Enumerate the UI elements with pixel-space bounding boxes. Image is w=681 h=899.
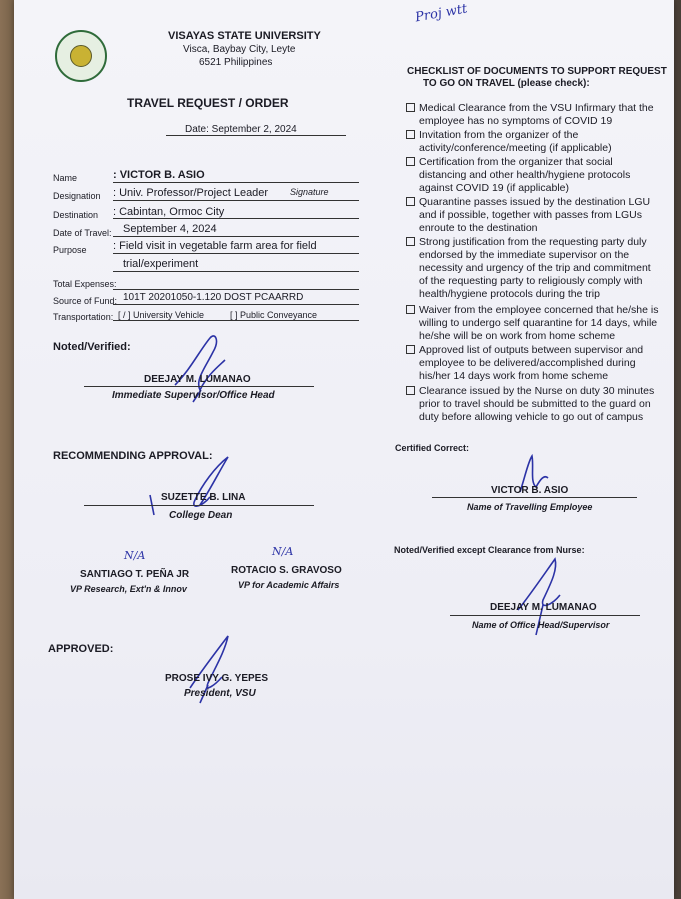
designation-underline (113, 200, 359, 201)
supervisor-underline (84, 386, 314, 387)
supervisor-title: Immediate Supervisor/Office Head (112, 390, 275, 401)
checklist-item: Approved list of outputs between supervisor and employee to be delivered/accomplished during his/her 14 days work from home scheme (406, 344, 662, 383)
vp-academic-name: ROTACIO S. GRAVOSO (231, 565, 342, 576)
checklist-title-line1: CHECKLIST OF DOCUMENTS TO SUPPORT REQUEST (407, 66, 667, 77)
university-seal-icon (55, 30, 107, 82)
address-line-2: 6521 Philippines (199, 57, 273, 68)
designation-value: : Univ. Professor/Project Leader (113, 187, 269, 199)
name-label: Name (53, 173, 78, 183)
transport-underline (113, 320, 359, 321)
dean-name: SUZETTE B. LINA (161, 492, 246, 503)
dean-title: College Dean (169, 510, 233, 521)
noted-verified-label: Noted/Verified: (53, 341, 131, 353)
vp-research-title: VP Research, Ext'n & Innov (70, 584, 187, 594)
form-date: Date: September 2, 2024 (185, 124, 297, 135)
recommending-approval-label: RECOMMENDING APPROVAL: (53, 450, 213, 462)
source-of-fund-label: Source of Fund: (53, 296, 118, 306)
date-of-travel-value: September 4, 2024 (123, 223, 217, 235)
employee-underline (432, 497, 637, 498)
certified-correct-label: Certified Correct: (395, 443, 470, 453)
form-title: TRAVEL REQUEST / ORDER (127, 96, 289, 110)
purpose-underline-1 (113, 253, 359, 254)
checklist-item: Clearance issued by the Nurse on duty 30 minutes prior to travel should be submitted to the guard on duty before allowing vehicle to go out of campus (406, 385, 662, 424)
destination-underline (113, 218, 359, 219)
checkbox[interactable] (406, 197, 415, 206)
noted-except-label: Noted/Verified except Clearance from Nurse: (394, 545, 585, 555)
purpose-value-line1: : Field visit in vegetable farm area for field (113, 240, 317, 252)
checklist-item: Waiver from the employee concerned that he/she is willing to undergo self quarantine for 14 days, while he/she will be on work from home scheme (406, 304, 662, 343)
name-underline (113, 182, 359, 183)
checklist-item: Invitation from the organizer of the activity/conference/meeting (if applicable) (406, 129, 662, 155)
expenses-underline (113, 289, 359, 290)
checkbox[interactable] (406, 103, 415, 112)
handwritten-note: Proj wtt (414, 1, 469, 26)
university-vehicle-option: [ / ] University Vehicle (118, 310, 205, 320)
university-name: VISAYAS STATE UNIVERSITY (168, 30, 321, 42)
vp-academic-title: VP for Academic Affairs (238, 580, 340, 590)
destination-value: : Cabintan, Ormoc City (113, 206, 225, 218)
vp-research-name: SANTIAGO T. PEÑA JR (80, 569, 190, 580)
checkbox[interactable] (406, 130, 415, 139)
purpose-label: Purpose (53, 245, 87, 255)
checkbox[interactable] (406, 386, 415, 395)
employee-title: Name of Travelling Employee (467, 502, 593, 512)
public-conveyance-option: [ ] Public Conveyance (230, 310, 318, 320)
head-underline (450, 615, 640, 616)
checkbox[interactable] (406, 345, 415, 354)
checkbox[interactable] (406, 157, 415, 166)
head-title: Name of Office Head/Supervisor (472, 620, 610, 630)
name-value: : VICTOR B. ASIO (113, 169, 205, 181)
purpose-value-line2: trial/experiment (123, 258, 199, 270)
checklist-item: Medical Clearance from the VSU Infirmary that the employee has no symptoms of COVID 19 (406, 102, 662, 128)
president-title: President, VSU (184, 688, 256, 699)
source-of-fund-value: 101T 20201050-1.120 DOST PCAARRD (123, 292, 304, 303)
transportation-label: Transportation: (53, 312, 114, 322)
vp-research-na-mark: N/A (124, 549, 146, 562)
approved-label: APPROVED: (48, 643, 114, 655)
president-name: PROSE IVY G. YEPES (165, 673, 269, 684)
supervisor-name: DEEJAY M. LUMANAO (144, 374, 251, 385)
checkbox[interactable] (406, 237, 415, 246)
signature-label: Signature (290, 187, 329, 197)
checklist-item: Certification from the organizer that social distancing and other health/hygiene protocols against COVID 19 (if applicable) (406, 156, 662, 195)
checkbox[interactable] (406, 305, 415, 314)
date-of-travel-label: Date of Travel: (53, 228, 112, 238)
date-of-travel-underline (113, 236, 359, 237)
checklist-item: Strong justification from the requesting party duly endorsed by the immediate supervisor on the necessity and urgency of the trip and commitment of the requesting party to religiously comply with health/hygiene protocols during the trip (406, 236, 662, 301)
total-expenses-label: Total Expenses: (53, 279, 117, 289)
checklist-title-line2: TO GO ON TRAVEL (please check): (423, 78, 590, 89)
dean-underline (84, 505, 314, 506)
date-underline (166, 135, 346, 136)
designation-label: Designation (53, 191, 101, 201)
purpose-underline-2 (113, 271, 359, 272)
fund-underline (113, 304, 359, 305)
checklist-item: Quarantine passes issued by the destination LGU and if possible, together with passes from LGUs enroute to the destination (406, 196, 662, 235)
address-line-1: Visca, Baybay City, Leyte (183, 44, 296, 55)
vp-academic-na-mark: N/A (272, 545, 294, 558)
head-name: DEEJAY M. LUMANAO (490, 602, 597, 613)
employee-name: VICTOR B. ASIO (491, 485, 569, 496)
destination-label: Destination (53, 210, 99, 220)
